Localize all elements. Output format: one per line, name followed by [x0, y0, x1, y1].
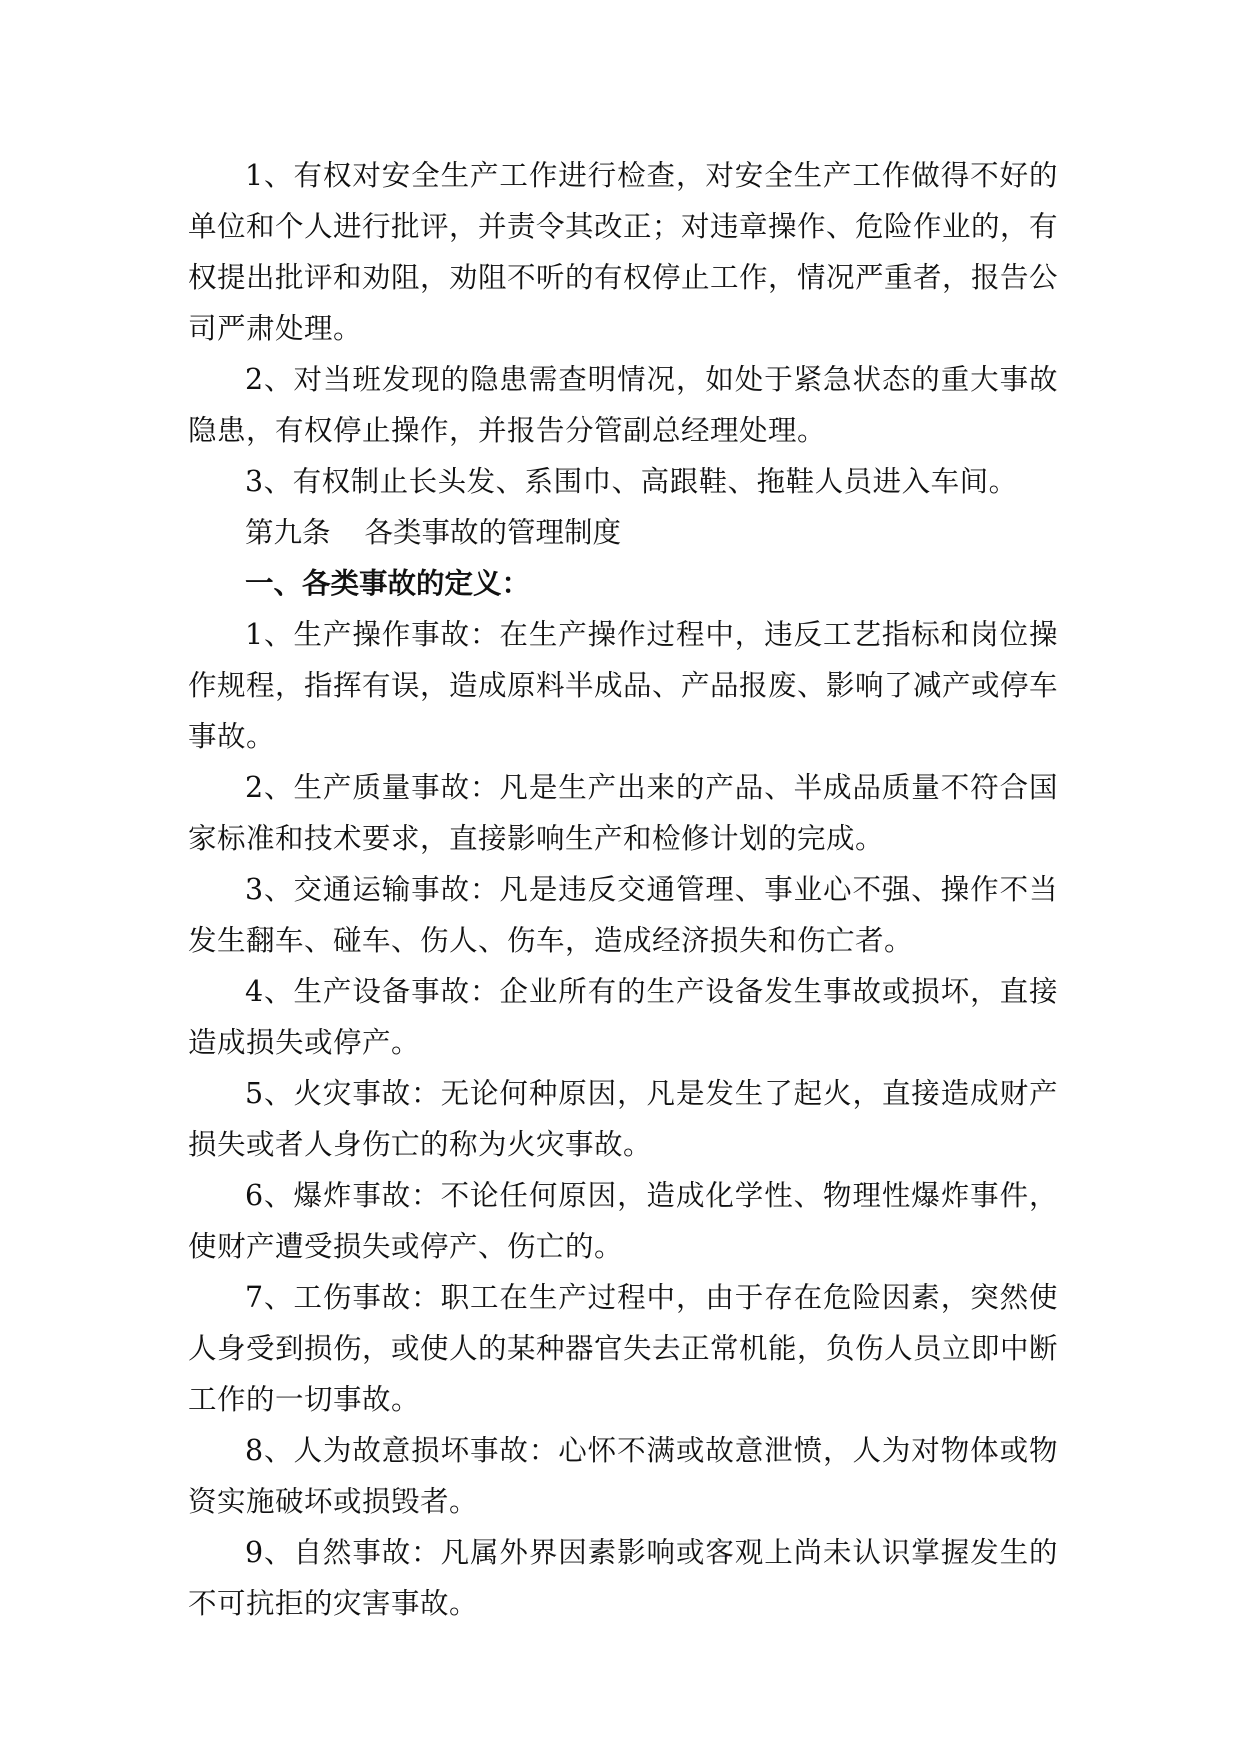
article-title: 各类事故的管理制度 [364, 516, 622, 549]
paragraph-right-2: 2、对当班发现的隐患需查明情况，如处于紧急状态的重大事故隐患，有权停止操作，并报告分管副总经理处理。 [188, 363, 1058, 447]
paragraph-right-1: 1、有权对安全生产工作进行检查，对安全生产工作做得不好的单位和个人进行批评，并责令其改正；对违章操作、危险作业的，有权提出批评和劝阻，劝阻不听的有权停止工作，情况严重者，报告公司严肃处理。 [188, 159, 1059, 345]
article-heading [188, 507, 1058, 558]
definition-3: 3、交通运输事故：凡是违反交通管理、事业心不强、操作不当发生翻车、碰车、伤人、伤车，造成经济损失和伤亡者。 [188, 873, 1058, 957]
definition-4: 4、生产设备事故：企业所有的生产设备发生事故或损坏，直接造成损失或停产。 [188, 975, 1058, 1059]
definition-6: 6、爆炸事故：不论任何原因，造成化学性、物理性爆炸事件，使财产遭受损失或停产、伤亡的。 [188, 1179, 1058, 1263]
definition-7: 7、工伤事故：职工在生产过程中，由于存在危险因素，突然使人身受到损伤，或使人的某种器官失去正常机能，负伤人员立即中断工作的一切事故。 [188, 1281, 1059, 1416]
article-number: 第九条 [245, 516, 331, 549]
definition-1: 1、生产操作事故：在生产操作过程中，违反工艺指标和岗位操作规程，指挥有误，造成原料半成品、产品报废、影响了减产或停车事故。 [188, 618, 1059, 753]
definition-8: 8、人为故意损坏事故：心怀不满或故意泄愤，人为对物体或物资实施破坏或损毁者。 [188, 1434, 1058, 1518]
section-heading: 一、各类事故的定义： [245, 567, 531, 600]
definition-5: 5、火灾事故：无论何种原因，凡是发生了起火，直接造成财产损失或者人身伤亡的称为火灾事故。 [188, 1077, 1058, 1161]
paragraph-right-3: 3、有权制止长头发、系围巾、高跟鞋、拖鞋人员进入车间。 [245, 465, 1018, 498]
definition-2: 2、生产质量事故：凡是生产出来的产品、半成品质量不符合国家标准和技术要求，直接影响生产和检修计划的完成。 [188, 771, 1058, 855]
definition-9: 9、自然事故：凡属外界因素影响或客观上尚未认识掌握发生的不可抗拒的灾害事故。 [188, 1536, 1058, 1620]
document-page [188, 150, 1058, 1629]
